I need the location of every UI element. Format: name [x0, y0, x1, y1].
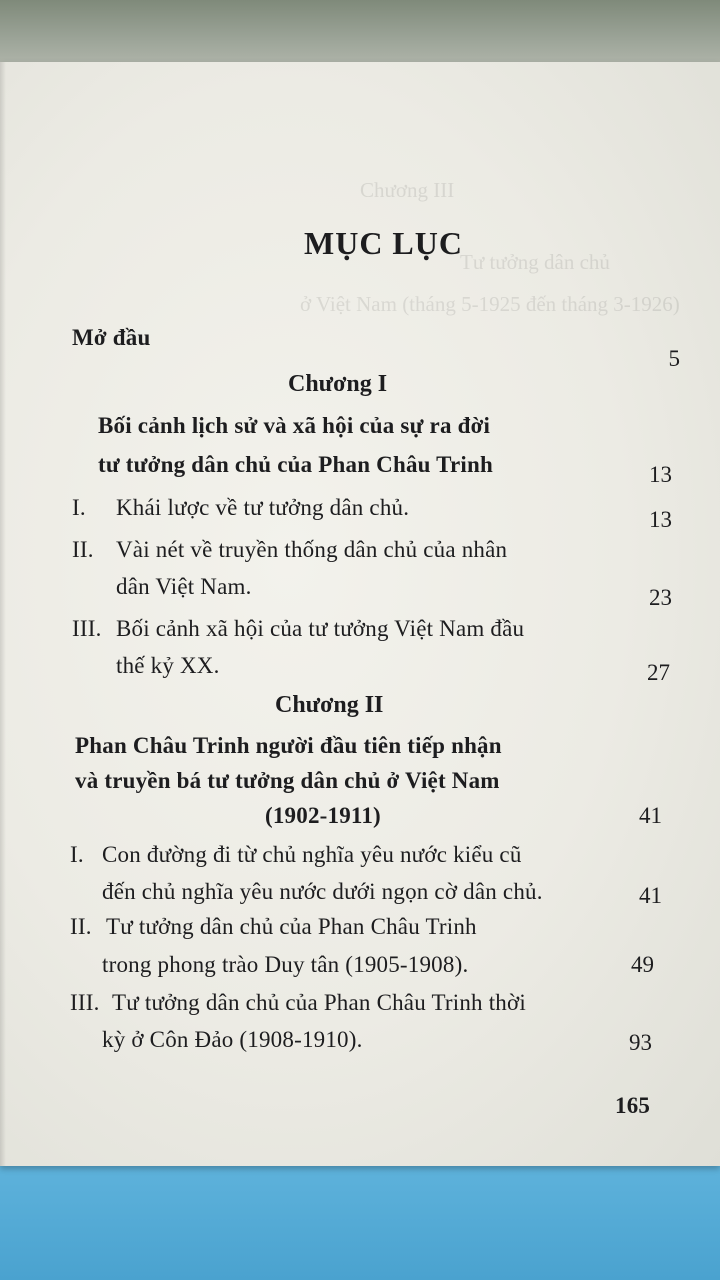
background-top [0, 0, 720, 70]
toc-item-text: Bối cảnh xã hội của tư tưởng Việt Nam đầu [116, 616, 525, 641]
background-bottom [0, 1160, 720, 1280]
toc-item-page: 41 [639, 883, 662, 908]
toc-intro-label: Mở đầu [72, 325, 151, 350]
show-through-text: ở Việt Nam (tháng 5-1925 đến tháng 3-1926) [300, 292, 680, 316]
chapter-2-title-line-1: Phan Châu Trinh người đầu tiên tiếp nhận [75, 733, 502, 758]
toc-item-number: II. [70, 914, 92, 939]
chapter-1-title-line-2: tư tưởng dân chủ của Phan Châu Trinh [98, 452, 493, 477]
chapter-1-page: 13 [649, 462, 672, 487]
toc-item-page: 23 [649, 585, 672, 610]
page-title: MỤC LỤC [304, 225, 463, 261]
page-number: 165 [615, 1093, 651, 1118]
toc-item-text: kỳ ở Côn Đảo (1908-1910). [102, 1027, 363, 1052]
toc-item-number: I. [72, 495, 86, 520]
show-through-text: Chương III [360, 178, 455, 202]
page-shadow [0, 62, 6, 1166]
toc-item-number: I. [70, 842, 84, 867]
toc-item-text: Tư tưởng dân chủ của Phan Châu Trinh [106, 914, 477, 939]
chapter-1-title-line-1: Bối cảnh lịch sử và xã hội của sự ra đời [98, 413, 491, 438]
toc-intro-page: 5 [668, 346, 680, 371]
toc-item-number: III. [72, 616, 102, 641]
chapter-1-heading: Chương I [288, 371, 388, 397]
show-through-text: Tư tưởng dân chủ [460, 250, 610, 274]
toc-item-number: III. [70, 990, 100, 1015]
toc-item-page: 27 [647, 660, 670, 685]
toc-item-text: Tư tưởng dân chủ của Phan Châu Trinh thời [112, 990, 526, 1015]
toc-item-text: dân Việt Nam. [116, 574, 252, 599]
toc-item-number: II. [72, 537, 94, 562]
toc-item-text: trong phong trào Duy tân (1905-1908). [102, 952, 469, 977]
chapter-2-title-line-2: và truyền bá tư tưởng dân chủ ở Việt Nam [75, 768, 500, 793]
toc-item-text: đến chủ nghĩa yêu nước dưới ngọn cờ dân chủ. [102, 879, 543, 904]
toc-item-page: 93 [629, 1030, 652, 1055]
toc-item-page: 49 [631, 952, 654, 977]
toc-item-text: Vài nét về truyền thống dân chủ của nhân [116, 537, 508, 562]
chapter-2-page: 41 [639, 803, 662, 828]
toc-item-text: Khái lược về tư tưởng dân chủ. [116, 495, 410, 520]
toc-item-text: thế kỷ XX. [116, 653, 220, 678]
chapter-2-heading: Chương II [275, 692, 384, 718]
toc-item-text: Con đường đi từ chủ nghĩa yêu nước kiểu cũ [102, 842, 522, 867]
chapter-2-title-line-3: (1902-1911) [265, 803, 381, 828]
toc-item-page: 13 [649, 507, 672, 532]
